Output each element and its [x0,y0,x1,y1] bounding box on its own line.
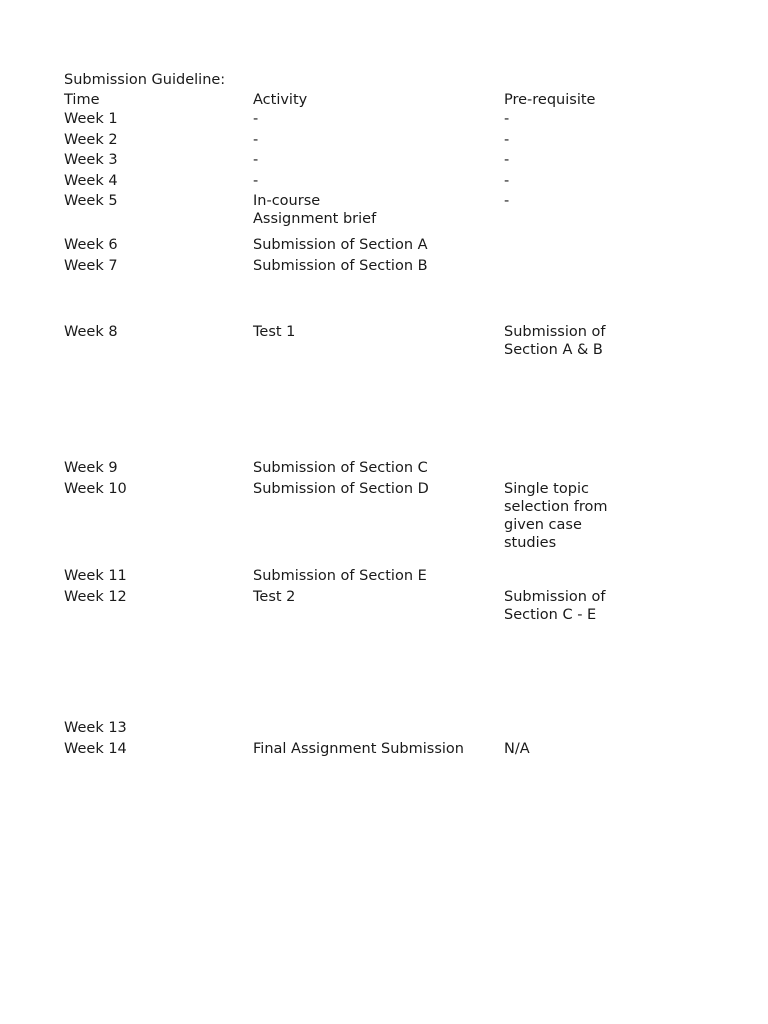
row-activity: Submission of Section E [253,568,427,584]
table-row [64,719,704,740]
row-prerequisite [504,567,644,588]
row-activity: Submission of Section D [253,481,429,497]
table-row [64,459,704,480]
row-prerequisite: Single topic selection from given case studies [504,481,608,551]
row-activity: Test 1 [253,324,296,340]
row-prerequisite: Submission of Section A & B [504,324,606,358]
table-row [64,323,704,459]
row-prerequisite [504,236,644,257]
document-heading: Submission Guideline: [64,72,226,88]
row-activity: - [253,132,259,148]
table-row [64,257,704,323]
row-prerequisite [504,459,644,480]
table-row [64,172,704,192]
row-time: Week 7 [64,258,118,274]
row-activity: Submission of Section C [253,460,428,476]
row-time: Week 3 [64,152,118,168]
row-activity: In-course Assignment brief [253,193,377,227]
row-prerequisite [504,257,644,323]
column-header-activity: Activity [253,92,308,108]
row-activity: - [253,173,259,189]
row-time: Week 12 [64,589,127,605]
submission-guideline-document [64,70,704,761]
row-time: Week 1 [64,111,118,127]
table-header-row [64,90,704,110]
table-row [64,588,704,719]
table-row [64,236,704,257]
row-time: Week 5 [64,193,118,209]
row-activity: Test 2 [253,589,296,605]
row-prerequisite: - [504,193,510,209]
row-time: Week 6 [64,237,118,253]
table-row [64,151,704,172]
column-header-time: Time [64,92,100,108]
row-activity: Submission of Section A [253,237,428,253]
row-time: Week 2 [64,132,118,148]
row-prerequisite: - [504,111,510,127]
row-prerequisite: - [504,173,510,189]
row-time: Week 8 [64,324,118,340]
column-header-prerequisite: Pre-requisite [504,92,596,108]
row-prerequisite: N/A [504,741,530,757]
row-activity: Submission of Section B [253,258,428,274]
row-activity [253,719,504,740]
table-row [64,480,704,567]
table-row [64,131,704,151]
row-time: Week 9 [64,460,118,476]
row-time: Week 10 [64,481,127,497]
row-activity: Final Assignment Submission [253,741,464,757]
table-row [64,567,704,588]
row-prerequisite [504,719,644,740]
row-time: Week 14 [64,741,127,757]
table-row [64,192,704,236]
row-time: Week 4 [64,173,118,189]
row-prerequisite: - [504,132,510,148]
table-row [64,110,704,131]
row-time: Week 11 [64,568,127,584]
row-time: Week 13 [64,720,127,736]
table-row [64,740,704,761]
row-prerequisite: - [504,152,510,168]
row-activity: - [253,111,259,127]
row-prerequisite: Submission of Section C - E [504,589,606,623]
row-activity: - [253,152,259,168]
